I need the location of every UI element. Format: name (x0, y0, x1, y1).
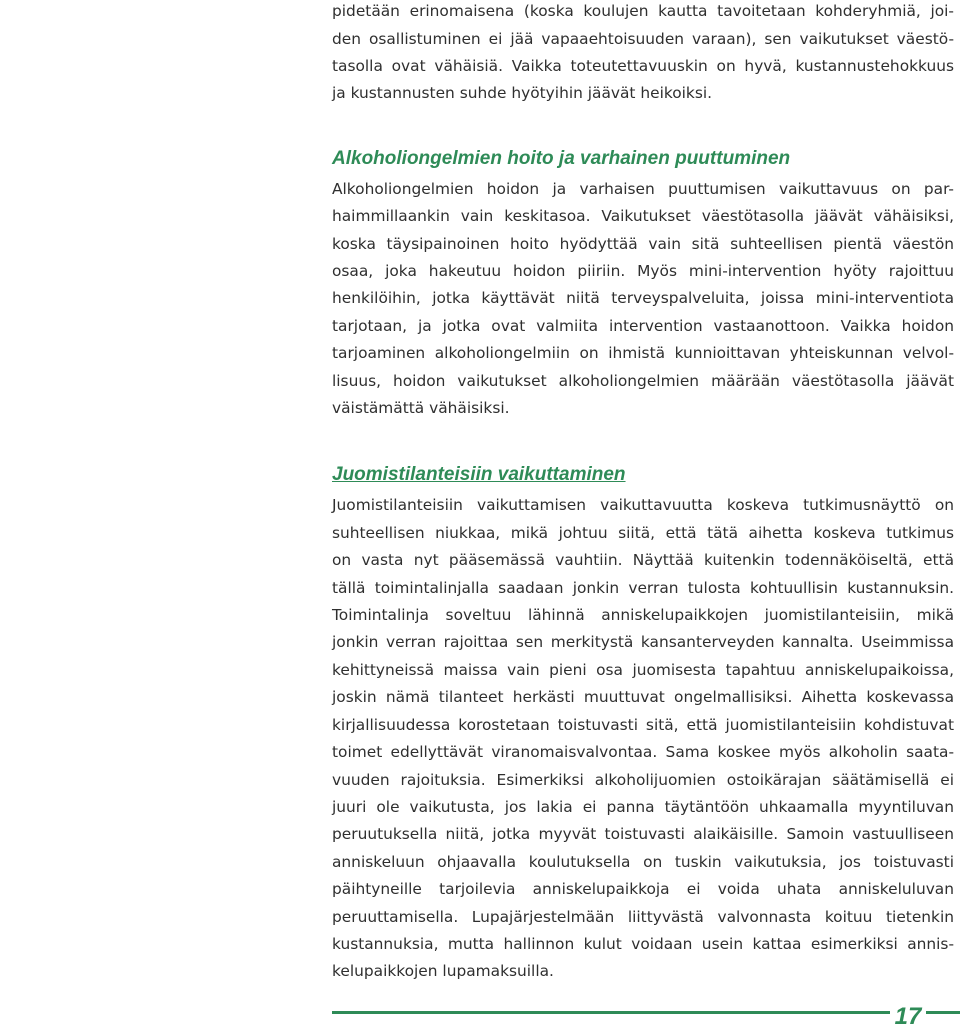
text-line: jonkin verran rajoittaa sen merkitystä kansanterveyden kannalta. Useimmissa (332, 633, 954, 651)
text-line: Alkoholiongelmien hoidon ja varhaisen puuttumisen vaikuttavuus on par- (332, 180, 954, 198)
text-line: suhteellisen niukkaa, mikä johtuu siitä, että tätä aihetta koskeva tutkimus (332, 524, 954, 542)
text-line: lisuus, hoidon vaikutukset alkoholiongelmien määrään väestötasolla jäävät (332, 372, 954, 390)
text-line: kehittyneissä maissa vain pieni osa juomisesta tapahtuu anniskelupaikoissa, (332, 661, 954, 679)
section-heading-drinking-situations: Juomistilanteisiin vaikuttaminen (332, 464, 626, 485)
text-line: kustannuksia, mutta hallinnon kulut voidaan usein kattaa esimerkiksi annis- (332, 935, 954, 953)
text-line: henkilöihin, jotka käyttävät niitä terveyspalveluita, joissa mini-interventiota (332, 289, 954, 307)
text-line: juuri ole vaikutusta, jos lakia ei panna täytäntöön uhkaamalla myyntiluvan (332, 798, 954, 816)
text-line: kirjallisuudessa korostetaan toistuvasti sitä, että juomistilanteisiin kohdistuvat (332, 716, 954, 734)
text-line: koska täysipainoinen hoito hyödyttää vain sitä suhteellisen pientä väestön (332, 235, 954, 253)
text-line: joskin nämä tilanteet herkästi muuttuvat ongelmallisiksi. Aihetta koskevassa (332, 688, 954, 706)
text-line: tarjoaminen alkoholiongelmiin on ihmistä kunnioittavan yhteiskunnan velvol- (332, 344, 954, 362)
text-line: toimet edellyttävät viranomaisvalvontaa. Sama koskee myös alkoholin saata- (332, 743, 954, 761)
footer-rule (332, 1011, 960, 1014)
text-line: tällä toimintalinjalla saadaan jonkin verran tulosta kohtuullisin kustannuksin. (332, 579, 954, 597)
text-line: haimmillaankin vain keskitasoa. Vaikutukset väestötasolla jäävät vähäisiksi, (332, 207, 954, 225)
text-line: päihtyneille tarjoilevia anniskelupaikkoja ei voida uhata anniskeluluvan (332, 880, 954, 898)
text-line: ja kustannusten suhde hyötyihin jäävät heikoiksi. (332, 84, 713, 102)
text-line: den osallistuminen ei jää vapaaehtoisuuden varaan), sen vaikutukset väestö- (332, 30, 954, 48)
text-line: Toimintalinja soveltuu lähinnä anniskelupaikkojen juomistilanteisiin, mikä (332, 606, 954, 624)
text-line: pidetään erinomaisena (koska koulujen kautta tavoitetaan kohderyhmiä, joi- (332, 2, 954, 20)
text-line: Juomistilanteisiin vaikuttamisen vaikuttavuutta koskeva tutkimusnäyttö on (332, 496, 954, 514)
text-line: on vasta nyt pääsemässä vauhtiin. Näyttää kuitenkin todennäköiseltä, että (332, 551, 954, 569)
text-line: osaa, joka hakeutuu hoidon piiriin. Myös mini-intervention hyöty rajoittuu (332, 262, 954, 280)
text-line: anniskeluun ohjaavalla koulutuksella on tuskin vaikutuksia, jos toistuvasti (332, 853, 954, 871)
text-line: tasolla ovat vähäisiä. Vaikka toteutettavuuskin on hyvä, kustannustehokkuus (332, 57, 954, 75)
text-line: vuuden rajoituksia. Esimerkiksi alkoholijuomien ostoikärajan säätämisellä ei (332, 771, 954, 789)
text-line: väistämättä vähäisiksi. (332, 399, 510, 417)
text-line: peruutuksella niitä, jotka myyvät toistuvasti alaikäisille. Samoin vastuulliseen (332, 825, 954, 843)
text-line: kelupaikkojen lupamaksuilla. (332, 962, 554, 980)
section-heading-treatment: Alkoholiongelmien hoito ja varhainen puuttuminen (332, 148, 791, 169)
text-line: peruuttamisella. Lupajärjestelmään liittyvästä valvonnasta koituu tietenkin (332, 908, 954, 926)
page-number: 17 (890, 1002, 926, 1032)
text-line: tarjotaan, ja jotka ovat valmiita intervention vastaanottoon. Vaikka hoidon (332, 317, 954, 335)
